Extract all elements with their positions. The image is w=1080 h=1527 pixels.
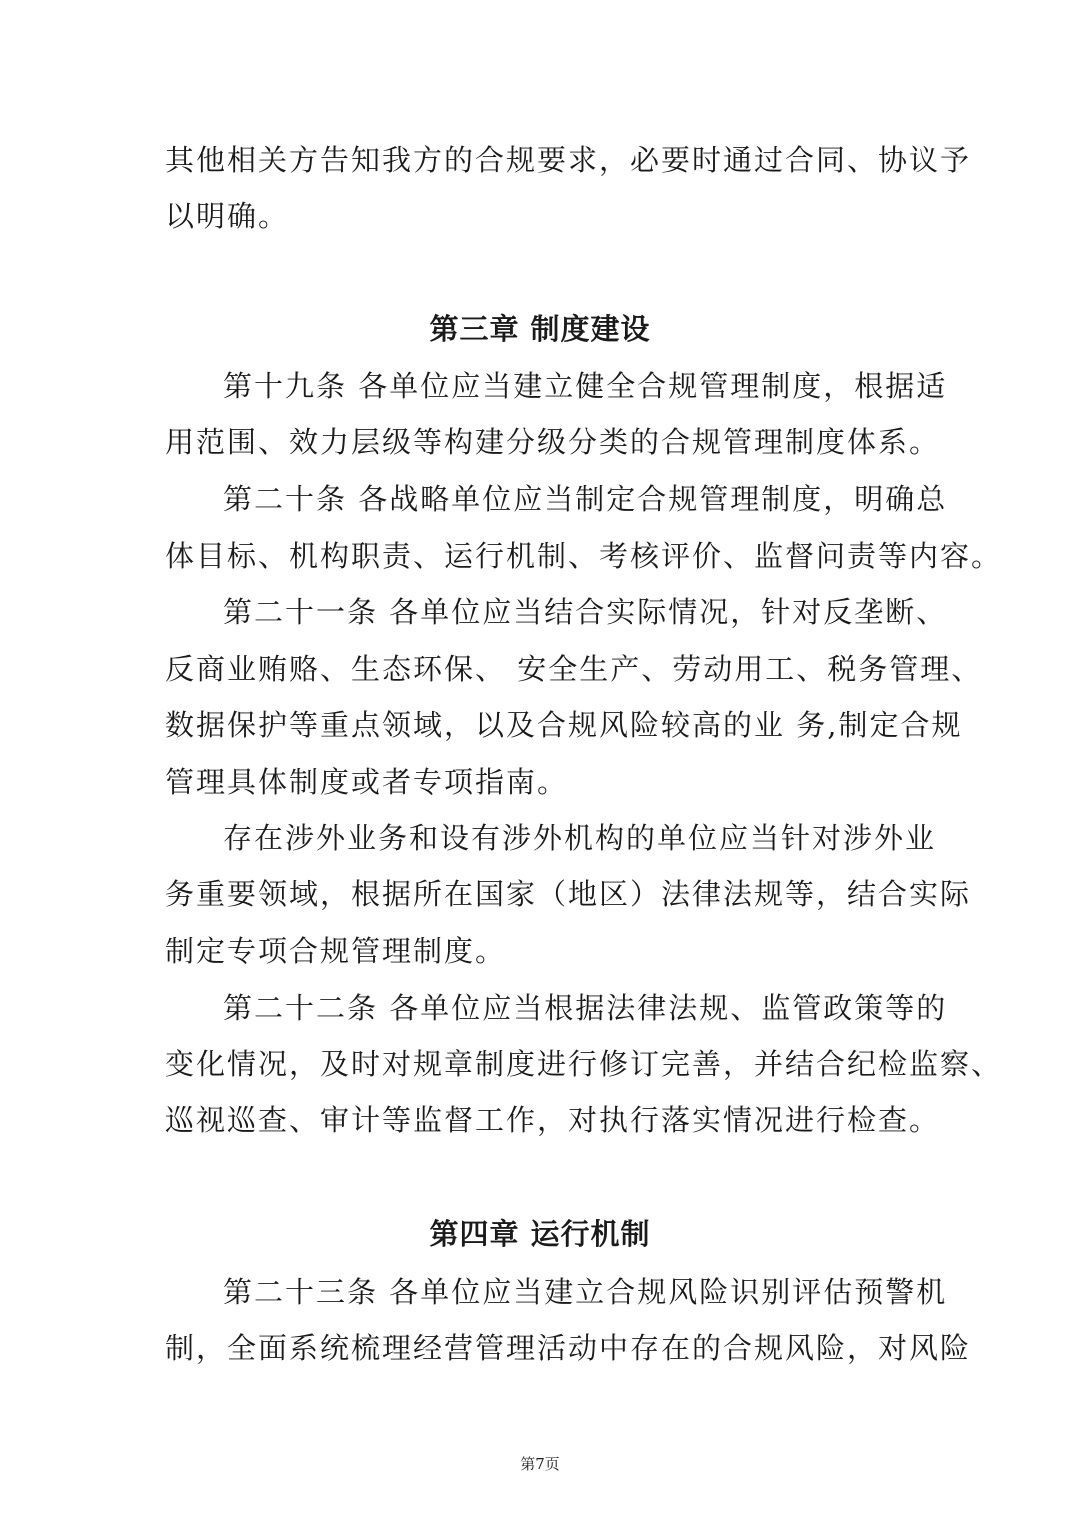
article-21-line: 反商业贿赂、生态环保、 安全生产、劳动用工、税务管理、 [165, 652, 983, 686]
article-19-line: 第十九条 各单位应当建立健全合规管理制度，根据适 [223, 369, 948, 403]
chapter-4-title: 第四章 运行机制 [429, 1217, 651, 1251]
article-20-line: 第二十条 各战略单位应当制定合规管理制度，明确总 [223, 482, 948, 516]
article-22-line: 变化情况，及时对规章制度进行修订完善，并结合纪检监察、 [165, 1047, 1003, 1081]
article-19-line: 用范围、效力层级等构建分级分类的合规管理制度体系。 [165, 425, 941, 459]
article-21-line: 第二十一条 各单位应当结合实际情况，针对反垄断、 [223, 595, 948, 629]
foreign-compliance-line: 务重要领域，根据所在国家（地区）法律法规等，结合实际 [165, 877, 972, 911]
paragraph-line: 其他相关方告知我方的合规要求，必要时通过合同、协议予 [165, 143, 972, 177]
article-20-line: 体目标、机构职责、运行机制、考核评价、监督问责等内容。 [165, 539, 1003, 573]
foreign-compliance-line: 制定专项合规管理制度。 [165, 934, 507, 968]
article-22-line: 第二十二条 各单位应当根据法律法规、监管政策等的 [223, 991, 948, 1025]
article-21-line: 管理具体制度或者专项指南。 [165, 765, 569, 799]
chapter-3-title: 第三章 制度建设 [429, 312, 651, 346]
page-number: 第7页 [520, 1455, 560, 1473]
article-23-line: 制，全面系统梳理经营管理活动中存在的合规风险，对风险 [165, 1331, 972, 1365]
article-21-line: 数据保护等重点领域，以及合规风险较高的业 务,制定合规 [165, 708, 963, 742]
article-22-line: 巡视巡查、审计等监督工作，对执行落实情况进行检查。 [165, 1103, 941, 1137]
article-23-line: 第二十三条 各单位应当建立合规风险识别评估预警机 [223, 1275, 948, 1309]
foreign-compliance-line: 存在涉外业务和设有涉外机构的单位应当针对涉外业 [223, 821, 937, 855]
paragraph-line: 以明确。 [165, 199, 290, 233]
